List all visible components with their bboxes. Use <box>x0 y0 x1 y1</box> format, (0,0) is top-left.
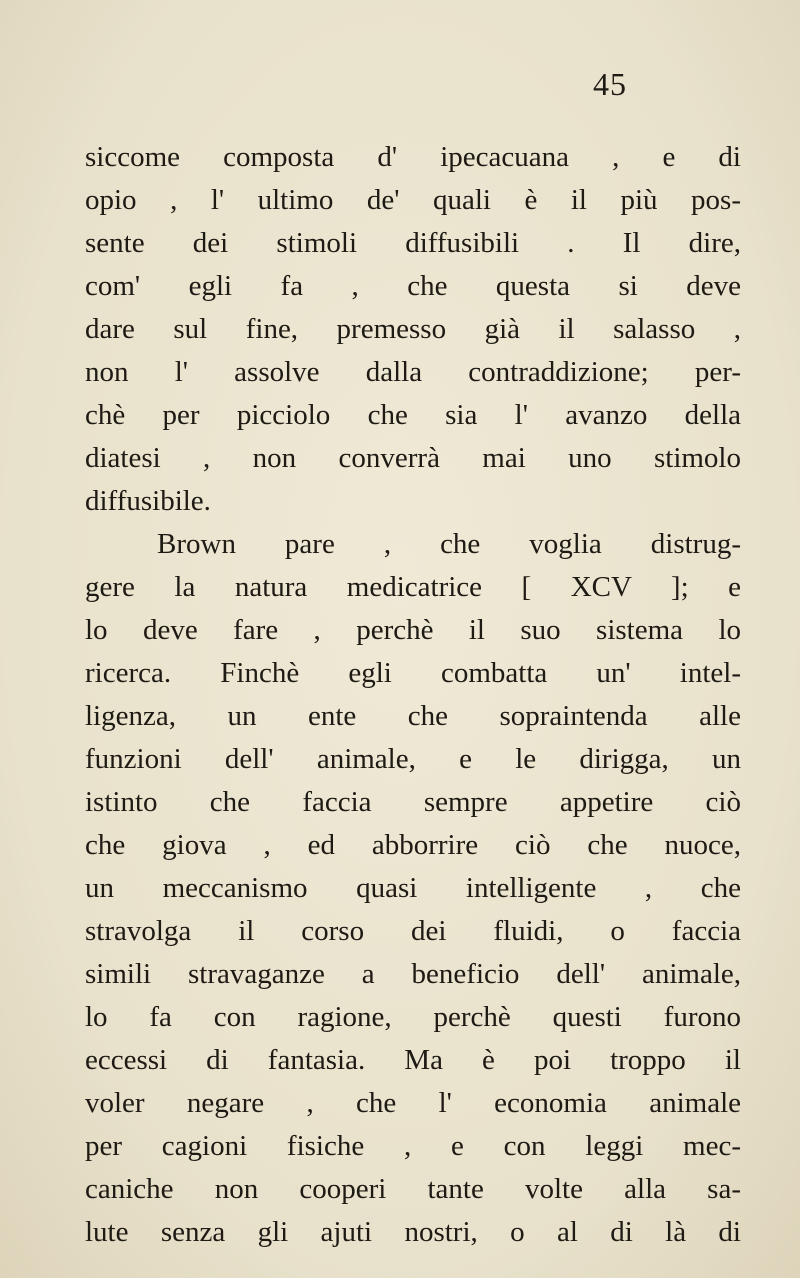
text-line: un meccanismo quasi intelligente , che <box>85 872 741 904</box>
text-line: chè per picciolo che sia l' avanzo della <box>85 399 741 431</box>
text-line: gere la natura medicatrice [ XCV ]; e <box>85 571 741 603</box>
text-line: dare sul fine, premesso già il salasso , <box>85 313 741 345</box>
page-number: 45 <box>593 66 627 102</box>
text-line: lo deve fare , perchè il suo sistema lo <box>85 614 741 646</box>
text-line: stravolga il corso dei fluidi, o faccia <box>85 915 741 947</box>
text-line: lo fa con ragione, perchè questi furono <box>85 1001 741 1033</box>
text-line: che giova , ed abborrire ciò che nuoce, <box>85 829 741 861</box>
text-line: opio , l' ultimo de' quali è il più pos- <box>85 184 741 216</box>
text-line: ligenza, un ente che sopraintenda alle <box>85 700 741 732</box>
text-line: sente dei stimoli diffusibili . Il dire, <box>85 227 741 259</box>
text-line: non l' assolve dalla contraddizione; per- <box>85 356 741 388</box>
text-line: funzioni dell' animale, e le dirigga, un <box>85 743 741 775</box>
text-line: diatesi , non converrà mai uno stimolo <box>85 442 741 474</box>
text-line: caniche non cooperi tante volte alla sa- <box>85 1173 741 1205</box>
body-text <box>85 136 741 1254</box>
text-line: diffusibile. <box>85 485 211 517</box>
text-line: istinto che faccia sempre appetire ciò <box>85 786 741 818</box>
text-line: per cagioni fisiche , e con leggi mec- <box>85 1130 741 1162</box>
text-line: ricerca. Finchè egli combatta un' intel- <box>85 657 741 689</box>
text-line: com' egli fa , che questa si deve <box>85 270 741 302</box>
text-line: eccessi di fantasia. Ma è poi troppo il <box>85 1044 741 1076</box>
text-line: lute senza gli ajuti nostri, o al di là di <box>85 1216 741 1248</box>
text-line: simili stravaganze a beneficio dell' animale, <box>85 958 741 990</box>
text-line: siccome composta d' ipecacuana , e di <box>85 141 741 173</box>
text-line: voler negare , che l' economia animale <box>85 1087 741 1119</box>
text-line: Brown pare , che voglia distrug- <box>157 528 741 560</box>
